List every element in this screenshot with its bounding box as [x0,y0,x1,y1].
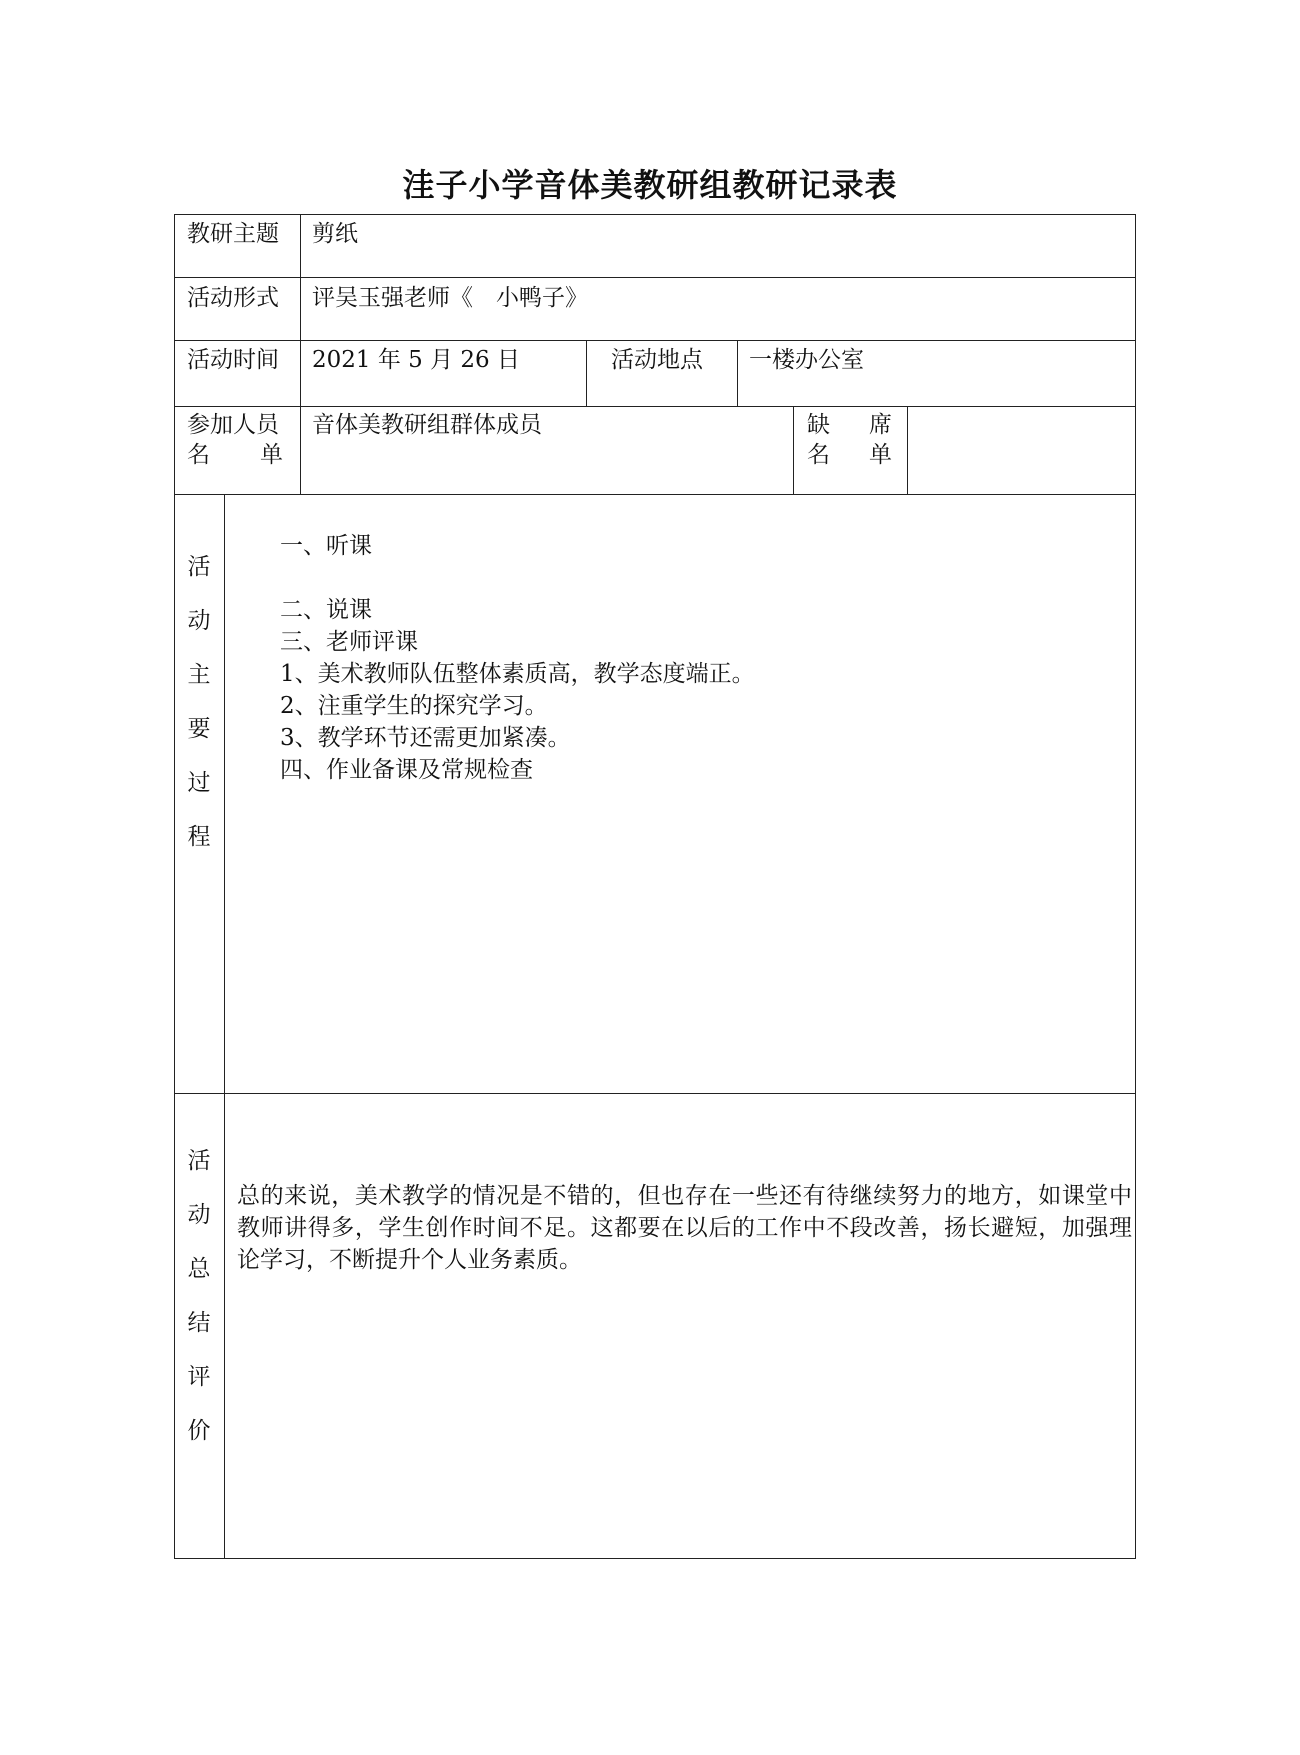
summary-vertical-label [174,1146,224,1470]
participants-label-char: 名 [187,442,210,468]
absent-label-right-divider [907,406,908,494]
process-label-char: 动 [187,608,211,634]
summary-text: 总的来说，美术教学的情况是不错的，但也存在一些还有待继续努力的地方，如课堂中教师讲得多，学生创作时间不足。这都要在以后的工作中不段改善，扬长避短，加强理论学习，不断提升个人业务素质。 [237,1183,1132,1273]
process-line: 四、作业备课及常规检查 [280,757,533,783]
process-line: 三、老师评课 [280,629,418,655]
vertical-label-divider [224,494,225,1559]
label-column-divider [300,214,301,494]
time-value: 2021 年 5 月 26 日 [312,347,520,373]
process-line [280,562,755,594]
summary-label-char: 评 [187,1364,211,1390]
process-label-char: 程 [187,824,211,850]
summary-label-char: 总 [187,1256,211,1282]
process-vertical-label [174,552,224,876]
topic-label: 教研主题 [187,221,279,247]
participants-label: 参加人员 [187,412,279,438]
absent-label-line2 [807,440,892,470]
process-label-char: 要 [187,716,211,742]
process-line: 二、说课 [280,597,372,623]
summary-label-char: 活 [187,1148,211,1174]
row-divider-participants [174,494,1136,495]
form-label: 活动形式 [187,285,279,311]
summary-label-char: 动 [187,1202,211,1228]
absent-label-char: 单 [869,442,892,468]
row-divider-topic [174,277,1136,278]
absent-label-char: 缺 [807,412,830,438]
absent-label-char: 席 [869,412,892,438]
row-divider-time [174,406,1136,407]
process-line: 1、美术教师队伍整体素质高，教学态度端正。 [280,661,755,687]
process-label-char: 主 [187,662,211,688]
page-title: 洼子小学音体美教研组教研记录表 [402,166,898,204]
process-label-char: 活 [187,554,211,580]
process-line: 一、听课 [280,533,372,559]
summary-label-char: 价 [187,1418,211,1444]
absent-label-line1 [807,410,892,440]
process-line: 2、注重学生的探究学习。 [280,693,548,719]
participants-label-char: 单 [260,442,283,468]
time-label: 活动时间 [187,347,279,373]
participants-label-line2 [187,440,283,470]
process-label-char: 过 [187,770,211,796]
topic-value: 剪纸 [312,221,358,247]
absent-label-left-divider [793,406,794,494]
time-place-divider [586,340,587,406]
absent-label-char: 名 [807,442,830,468]
process-content [280,530,755,786]
participants-value: 音体美教研组群体成员 [312,412,542,438]
row-divider-process [174,1093,1136,1094]
form-value: 评吴玉强老师《 小鸭子》 [312,285,588,311]
summary-label-char: 结 [187,1310,211,1336]
place-label-divider [737,340,738,406]
place-value: 一楼办公室 [749,347,864,373]
process-line: 3、教学环节还需更加紧凑。 [280,725,571,751]
place-label: 活动地点 [611,347,703,373]
row-divider-form [174,340,1136,341]
